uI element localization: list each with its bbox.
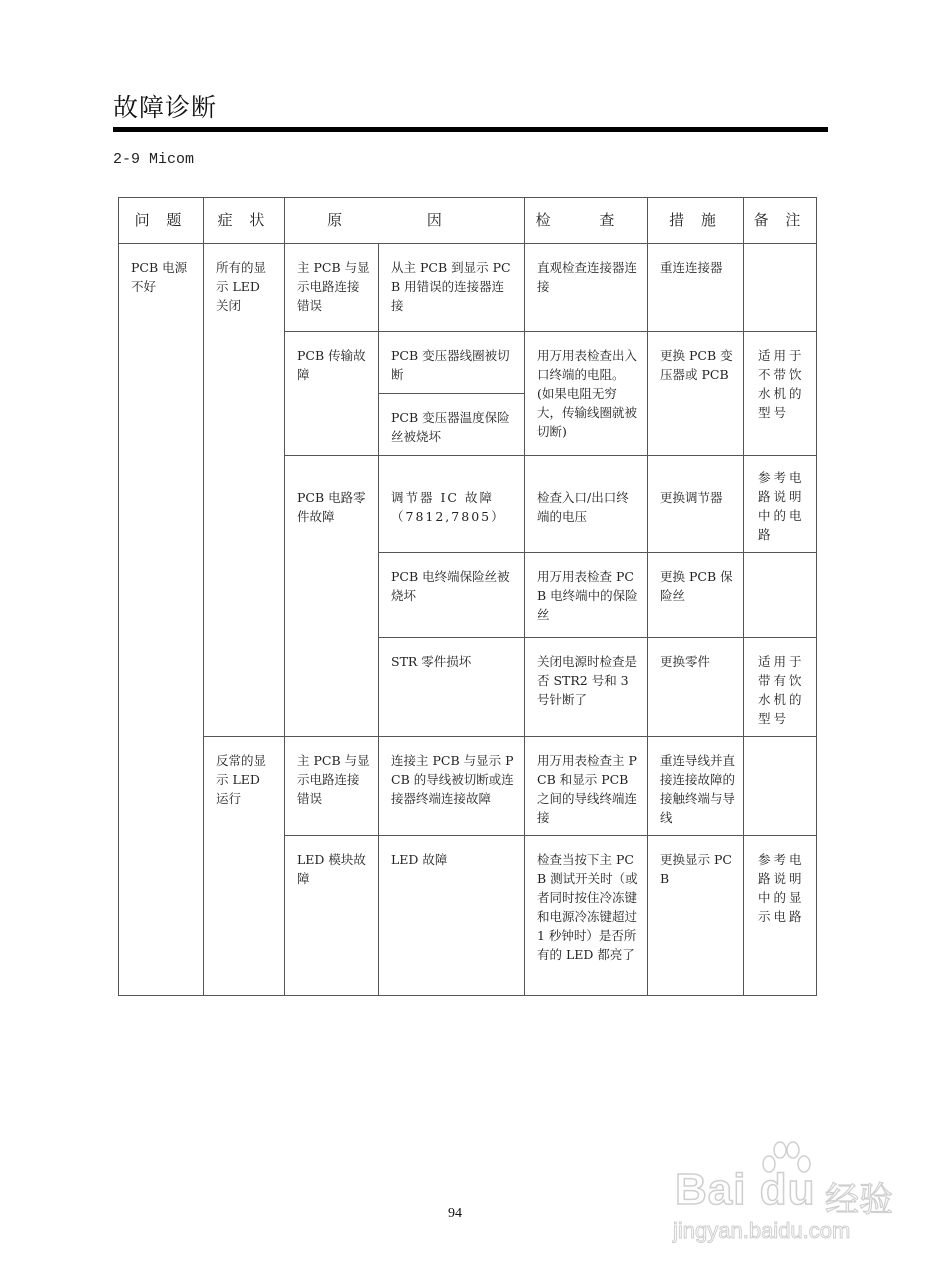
table-row bbox=[119, 737, 817, 836]
cause-detail-cell: LED 故障 bbox=[379, 836, 525, 996]
cause-main-cell: PCB 电路零件故障 bbox=[285, 456, 379, 737]
header-check: 检 查 bbox=[525, 198, 648, 244]
page-number: 94 bbox=[448, 1206, 462, 1221]
check-cell: 检查当按下主 PCB 测试开关时（或者同时按住冷冻键和电源冷冻键超过 1 秒钟时）是否所有的 LED 都亮了 bbox=[525, 836, 648, 996]
check-cell: 检查入口/出口终端的电压 bbox=[525, 456, 648, 553]
action-cell: 更换零件 bbox=[648, 638, 744, 737]
check-cell: 关闭电源时检查是否 STR2 号和 3 号针断了 bbox=[525, 638, 648, 737]
action-cell: 重连连接器 bbox=[648, 244, 744, 332]
check-cell: 直观检查连接器连接 bbox=[525, 244, 648, 332]
title-rule bbox=[113, 127, 828, 132]
cause-detail-cell: 连接主 PCB 与显示 PCB 的导线被切断或连接器终端连接故障 bbox=[379, 737, 525, 836]
cause-main-cell: 主 PCB 与显示电路连接错误 bbox=[285, 737, 379, 836]
header-action: 措 施 bbox=[648, 198, 744, 244]
note-cell: 适用于不带饮水机的型号 bbox=[744, 332, 817, 456]
cause-detail-cell: 从主 PCB 到显示 PCB 用错误的连接器连接 bbox=[379, 244, 525, 332]
action-cell: 更换 PCB 保险丝 bbox=[648, 553, 744, 638]
cause-detail-cell: PCB 电终端保险丝被烧坏 bbox=[379, 553, 525, 638]
check-cell: 用万用表检查 PCB 电终端中的保险丝 bbox=[525, 553, 648, 638]
check-cell: 用万用表检查出入口终端的电阻。(如果电阻无穷大，传输线圈就被切断) bbox=[525, 332, 648, 456]
note-cell bbox=[744, 553, 817, 638]
cause-detail-cell: PCB 变压器线圈被切断 bbox=[379, 332, 525, 394]
action-cell: 更换调节器 bbox=[648, 456, 744, 553]
diagnosis-table bbox=[118, 197, 817, 996]
cause-main-cell: PCB 传输故障 bbox=[285, 332, 379, 456]
note-cell: 参考电路说明中的显示电路 bbox=[744, 836, 817, 996]
header-note: 备 注 bbox=[744, 198, 817, 244]
symptom-cell: 所有的显示 LED 关闭 bbox=[204, 244, 285, 737]
baidu-watermark bbox=[655, 1140, 895, 1250]
table-row bbox=[119, 244, 817, 332]
cause-detail-cell: PCB 变压器温度保险丝被烧坏 bbox=[379, 394, 525, 456]
symptom-cell: 反常的显示 LED 运行 bbox=[204, 737, 285, 996]
watermark-url: jingyan.baidu.com bbox=[673, 1218, 851, 1243]
note-cell: 参考电路说明中的电路 bbox=[744, 456, 817, 553]
header-problem: 问 题 bbox=[119, 198, 204, 244]
problem-cell: PCB 电源不好 bbox=[119, 244, 204, 996]
page-title: 故障诊断 bbox=[113, 93, 218, 122]
cause-main-cell: LED 模块故障 bbox=[285, 836, 379, 996]
watermark-brand-cn: 经验 bbox=[825, 1180, 893, 1220]
cause-detail-cell: 调节器 IC 故障（7812,7805） bbox=[379, 456, 525, 553]
note-cell bbox=[744, 737, 817, 836]
action-cell: 更换显示 PCB bbox=[648, 836, 744, 996]
header-symptom: 症 状 bbox=[204, 198, 285, 244]
cause-main-cell: 主 PCB 与显示电路连接错误 bbox=[285, 244, 379, 332]
cause-detail-cell: STR 零件损坏 bbox=[379, 638, 525, 737]
table-header-row bbox=[119, 198, 817, 244]
action-cell: 重连导线并直接连接故障的接触终端与导线 bbox=[648, 737, 744, 836]
watermark-brand: Bai du bbox=[675, 1165, 816, 1214]
header-cause: 原 因 bbox=[285, 198, 525, 244]
action-cell: 更换 PCB 变压器或 PCB bbox=[648, 332, 744, 456]
note-cell: 适用于带有饮水机的型号 bbox=[744, 638, 817, 737]
check-cell: 用万用表检查主 PCB 和显示 PCB 之间的导线终端连接 bbox=[525, 737, 648, 836]
section-title: 2-9 Micom bbox=[113, 151, 195, 168]
note-cell bbox=[744, 244, 817, 332]
